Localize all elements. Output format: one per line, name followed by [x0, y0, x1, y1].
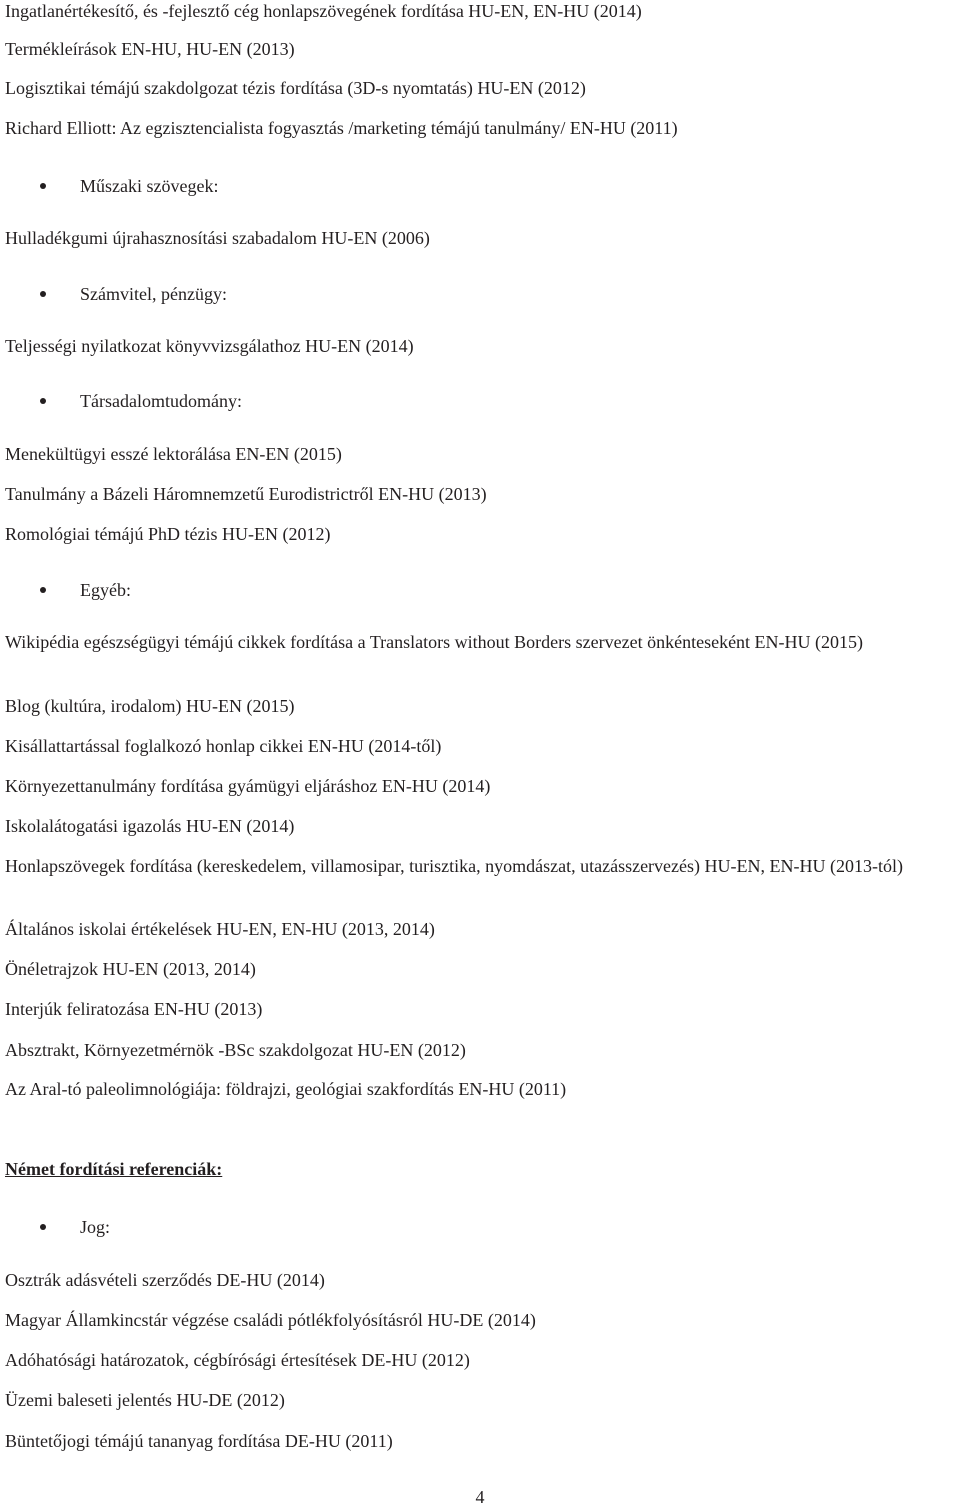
reference-item: Üzemi baleseti jelentés HU-DE (2012): [5, 1390, 285, 1410]
category-label: Számvitel, pénzügy:: [80, 284, 227, 304]
reference-item: Interjúk feliratozása EN-HU (2013): [5, 999, 263, 1019]
bullet-icon: [40, 183, 46, 189]
reference-item: Romológiai témájú PhD tézis HU-EN (2012): [5, 524, 331, 544]
reference-item: Tanulmány a Bázeli Háromnemzetű Eurodistrictről EN-HU (2013): [5, 484, 487, 504]
section-heading: Német fordítási referenciák:: [5, 1159, 223, 1179]
reference-item: Richard Elliott: Az egzisztencialista fogyasztás /marketing témájú tanulmány/ EN-HU (2011): [5, 118, 678, 138]
reference-item: Környezettanulmány fordítása gyámügyi eljáráshoz EN-HU (2014): [5, 776, 491, 796]
reference-item: Teljességi nyilatkozat könyvvizsgálathoz HU-EN (2014): [5, 336, 414, 356]
reference-item: Ingatlanértékesítő, és -fejlesztő cég honlapszövegének fordítása HU-EN, EN-HU (2014): [5, 1, 642, 21]
reference-item: Termékleírások EN-HU, HU-EN (2013): [5, 39, 295, 59]
bullet-icon: [40, 1224, 46, 1230]
reference-item: Az Aral-tó paleolimnológiája: földrajzi, geológiai szakfordítás EN-HU (2011): [5, 1079, 567, 1099]
reference-item: Absztrakt, Környezetmérnök -BSc szakdolgozat HU-EN (2012): [5, 1040, 466, 1060]
reference-item: Osztrák adásvételi szerződés DE-HU (2014): [5, 1270, 325, 1290]
reference-item: Logisztikai témájú szakdolgozat tézis fordítása (3D-s nyomtatás) HU-EN (2012): [5, 78, 586, 98]
category-label: Egyéb:: [80, 580, 131, 600]
reference-item: Általános iskolai értékelések HU-EN, EN-HU (2013, 2014): [5, 919, 435, 939]
reference-item: Büntetőjogi témájú tananyag fordítása DE-HU (2011): [5, 1431, 393, 1451]
bullet-icon: [40, 398, 46, 404]
category-label: Társadalomtudomány:: [80, 391, 242, 411]
reference-item: Wikipédia egészségügyi témájú cikkek fordítása a Translators without Borders szervezet önkénteseként EN-HU (2015): [5, 632, 864, 652]
bullet-icon: [40, 587, 46, 593]
reference-item: Menekültügyi esszé lektorálása EN-EN (2015): [5, 444, 342, 464]
reference-item: Magyar Államkincstár végzése családi pótlékfolyósításról HU-DE (2014): [5, 1310, 536, 1330]
category-label: Jog:: [80, 1217, 111, 1237]
reference-item: Honlapszövegek fordítása (kereskedelem, villamosipar, turisztika, nyomdászat, utazásszervezés) HU-EN, EN-HU (2013-tól): [5, 856, 903, 876]
page-number: 4: [475, 1487, 485, 1507]
bullet-icon: [40, 291, 46, 297]
reference-item: Blog (kultúra, irodalom) HU-EN (2015): [5, 696, 295, 716]
category-label: Műszaki szövegek:: [80, 176, 219, 196]
reference-item: Hulladékgumi újrahasznosítási szabadalom HU-EN (2006): [5, 228, 430, 248]
reference-item: Kisállattartással foglalkozó honlap cikkei EN-HU (2014-től): [5, 736, 442, 756]
reference-item: Adóhatósági határozatok, cégbírósági értesítések DE-HU (2012): [5, 1350, 470, 1370]
reference-item: Iskolalátogatási igazolás HU-EN (2014): [5, 816, 295, 836]
reference-item: Önéletrajzok HU-EN (2013, 2014): [5, 959, 256, 979]
